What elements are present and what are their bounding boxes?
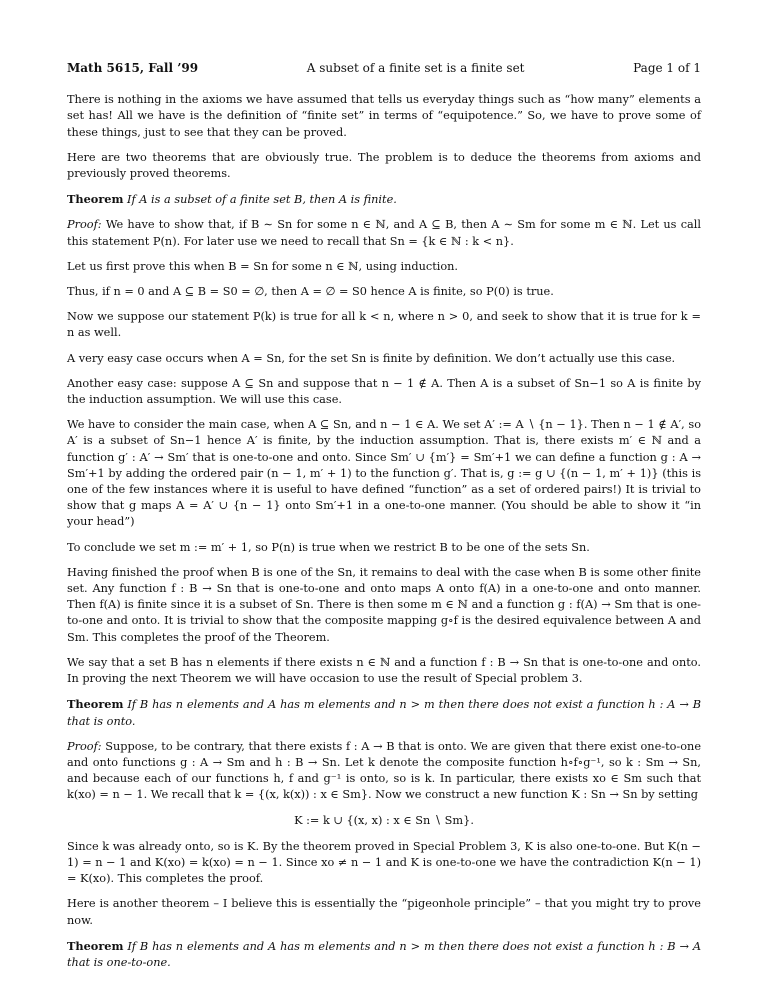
theorem-statement: If B has n elements and A has m elements and n > m then there does not exist a function h : B → A that is one-to-one. [67, 939, 701, 969]
paragraph: Let us first prove this when B = Sn for some n ∈ ℕ, using induction. [67, 259, 459, 273]
paragraph: Here is another theorem – I believe this is essentially the “pigeonhole principle” – that you might try to prove now. [67, 897, 701, 927]
paragraph: Now we suppose our statement P(k) is true for all k < n, where n > 0, and seek to show that it is true for k = n as well. [67, 310, 701, 340]
paragraph: Since k was already onto, so is K. By the theorem proved in Special Problem 3, K is also one-to-one. But K(n − 1) = n − 1 and K(xo) = k(xo) = n − 1. Since xo ≠ n − 1 and K is one-to-one we have the contradiction K(n − 1) = K(xo). This completes the proof. [67, 839, 701, 886]
proof-label: Proof: [67, 739, 102, 753]
proof-2 [67, 739, 701, 804]
paragraph: A very easy case occurs when A = Sn, for the set Sn is finite by definition. We don’t actually use this case. [67, 351, 676, 365]
theorem-statement: If A is a subset of a finite set B, then A is finite. [127, 193, 397, 207]
course-label: Math 5615, Fall ’99 [67, 61, 199, 75]
paragraph: Having finished the proof when B is one of the Sn, it remains to deal with the case when B is some other finite set. Any function f : B → Sn that is one-to-one and onto maps A onto f(A) in a one-to-one and onto manner. Then f(A) is finite since it is a subset of Sn. There is then some m ∈ ℕ and a function g : f(A) → Sm that is one-to-one and onto. It is trivial to show that the composite mapping g∘f is the desired equivalence between A and Sm. This completes the proof of the Theorem. [67, 565, 701, 644]
display-equation: K := k ∪ {(x, x) : x ∈ Sn ∖ Sm}. [294, 813, 474, 827]
proof-1 [67, 217, 701, 249]
intro-paragraph-2: Here are two theorems that are obviously true. The problem is to deduce the theorems from axioms and previously proved theorems. [67, 150, 701, 181]
theorem-label: Theorem [67, 938, 124, 953]
theorem-3 [67, 938, 701, 971]
paragraph: Thus, if n = 0 and A ⊆ B = S0 = ∅, then A = ∅ = S0 hence A is finite, so P(0) is true. [67, 285, 554, 299]
document-page [67, 60, 701, 980]
theorem-statement: If B has n elements and A has m elements and n > m then there does not exist a function h : A → B that is onto. [67, 698, 701, 728]
paragraph: We have to consider the main case, when A ⊆ Sn, and n − 1 ∈ A. We set A′ := A ∖ {n − 1}. Then n − 1 ∉ A′, so A′ is a subset of Sn−1 hence A′ is finite, by the induction assumption. That is, there exists m′ ∈ ℕ and a function g′ : A′ → Sm′ that is one-to-one and onto. Since Sm′ ∪ {m′} = Sm′+1 we can define a function g : A → Sm′+1 by adding the ordered pair (n − 1, m′ + 1) to the function g′. That is, g := g ∪ {(n − 1, m′ + 1)} (this is one of the few instances where it is useful to have defined “function” as a set of ordered pairs!) It is trivial to show that g maps A = A′ ∪ {n − 1} onto Sm′+1 in a one-to-one manner. (You should be able to show it “in your head”) [67, 418, 701, 529]
page-number: Page 1 of 1 [633, 61, 701, 75]
theorem-label: Theorem [67, 192, 124, 207]
paragraph: To conclude we set m := m′ + 1, so P(n) is true when we restrict B to be one of the sets Sn. [67, 540, 590, 554]
theorem-label: Theorem [67, 697, 124, 712]
theorem-2 [67, 696, 701, 729]
paragraph: Another easy case: suppose A ⊆ Sn and suppose that n − 1 ∉ A. Then A is a subset of Sn−1 so A is finite by the induction assumption. We will use this case. [67, 376, 701, 407]
paragraph: We say that a set B has n elements if there exists n ∈ ℕ and a function f : B → Sn that is one-to-one and onto. In proving the next Theorem we will have occasion to use the result of Special problem 3. [67, 655, 701, 686]
theorem-1 [67, 191, 701, 208]
proof-text: We have to show that, if B ∼ Sn for some n ∈ ℕ, and A ⊆ B, then A ∼ Sm for some m ∈ ℕ. Let us call this statement P(n). For later use we need to recall that Sn = {k ∈ ℕ : k < n}. [67, 218, 701, 248]
page-header [67, 60, 701, 76]
intro-paragraph: There is nothing in the axioms we have assumed that tells us everyday things such as “how many” elements a set has! All we have is the definition of “finite set” in terms of “equipotence.” So, we have to prove some of these things, just to see that they can be proved. [67, 93, 701, 139]
proof-label: Proof: [67, 218, 102, 232]
proof-text: Suppose, to be contrary, that there exists f : A → B that is onto. We are given that there exist one-to-one and onto functions g : A → Sm and h : B → Sn. Let k denote the composite function h∘f∘g⁻¹, so k : Sm → Sn, and because each of our functions h, f and g⁻¹ is onto, so is k. In particular, there exists xo ∈ Sm such that k(xo) = n − 1. We recall that k = {(x, k(x)) : x ∈ Sm}. Now we construct a new function K : Sn → Sn by setting [67, 739, 702, 802]
document-title: A subset of a finite set is a finite set [306, 61, 525, 75]
